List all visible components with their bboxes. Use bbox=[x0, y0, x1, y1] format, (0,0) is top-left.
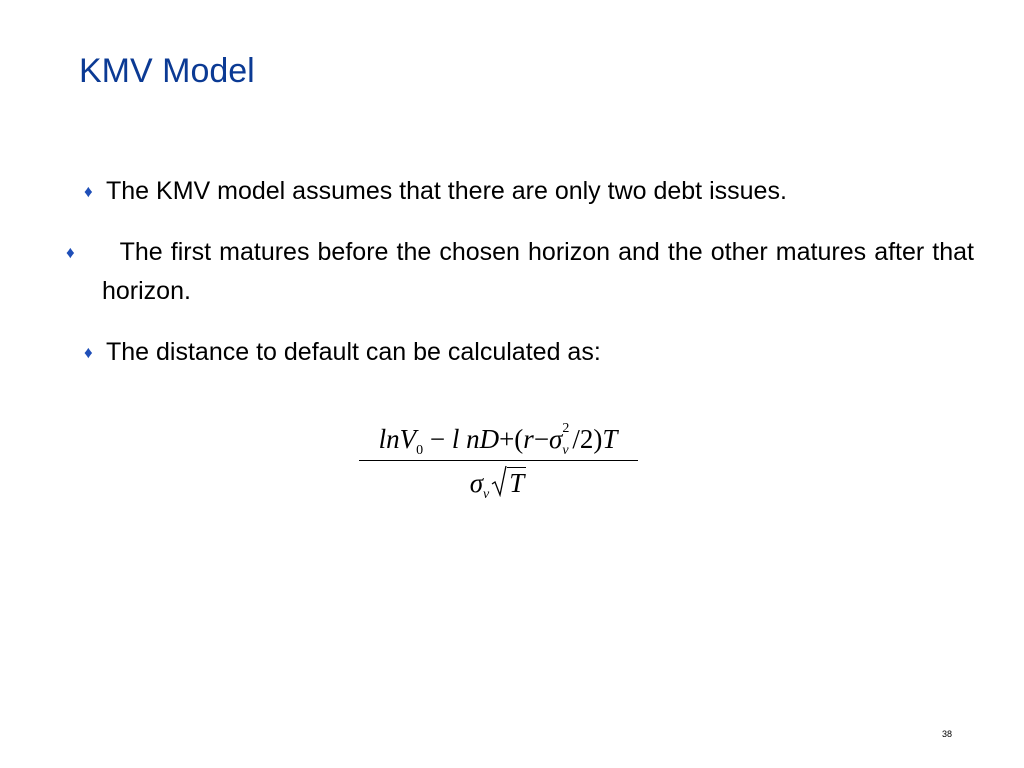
diamond-bullet-icon: ♦ bbox=[66, 243, 75, 262]
formula-den-sigma: σ bbox=[469, 468, 484, 498]
formula-minus: − bbox=[429, 424, 446, 454]
formula-den-sub-v: v bbox=[483, 487, 490, 502]
formula-den-T: T bbox=[509, 468, 525, 498]
formula-divide: / bbox=[572, 424, 580, 454]
slide-title: KMV Model bbox=[79, 52, 255, 90]
bullet-item-1 bbox=[84, 172, 956, 211]
formula-minus: − bbox=[533, 424, 550, 454]
formula-two-close: 2) bbox=[579, 424, 603, 454]
formula-numerator bbox=[358, 418, 638, 460]
bullet-text-1: The KMV model assumes that there are only two debt issues. bbox=[106, 177, 787, 205]
diamond-bullet-icon: ♦ bbox=[84, 343, 93, 362]
formula-r: r bbox=[523, 424, 534, 454]
radical-sign-icon bbox=[491, 465, 507, 497]
bullet-item-2 bbox=[66, 233, 974, 311]
formula-sub-v: v bbox=[562, 442, 569, 458]
formula-lnD: l nD bbox=[451, 424, 500, 454]
formula-sub-0: 0 bbox=[416, 443, 424, 458]
square-root bbox=[491, 463, 526, 503]
formula-sigma: σ bbox=[549, 424, 563, 454]
fraction-bar bbox=[359, 460, 638, 461]
formula-sup-2: 2 bbox=[562, 420, 570, 436]
bullet-item-3 bbox=[84, 333, 956, 372]
formula-plus: + bbox=[499, 424, 515, 454]
formula-sigma-scripts bbox=[562, 420, 572, 458]
diamond-bullet-icon: ♦ bbox=[84, 182, 93, 201]
formula-lnV: lnV bbox=[378, 424, 417, 454]
formula-open-paren: ( bbox=[514, 424, 524, 454]
formula-denominator bbox=[358, 463, 638, 503]
bullet-text-2: The first matures before the chosen horizon and the other matures after that horizon. bbox=[102, 238, 974, 305]
formula-T: T bbox=[602, 424, 618, 454]
bullet-text-3: The distance to default can be calculated as: bbox=[106, 338, 601, 366]
page-number: 38 bbox=[942, 729, 953, 739]
distance-to-default-formula bbox=[358, 418, 638, 503]
